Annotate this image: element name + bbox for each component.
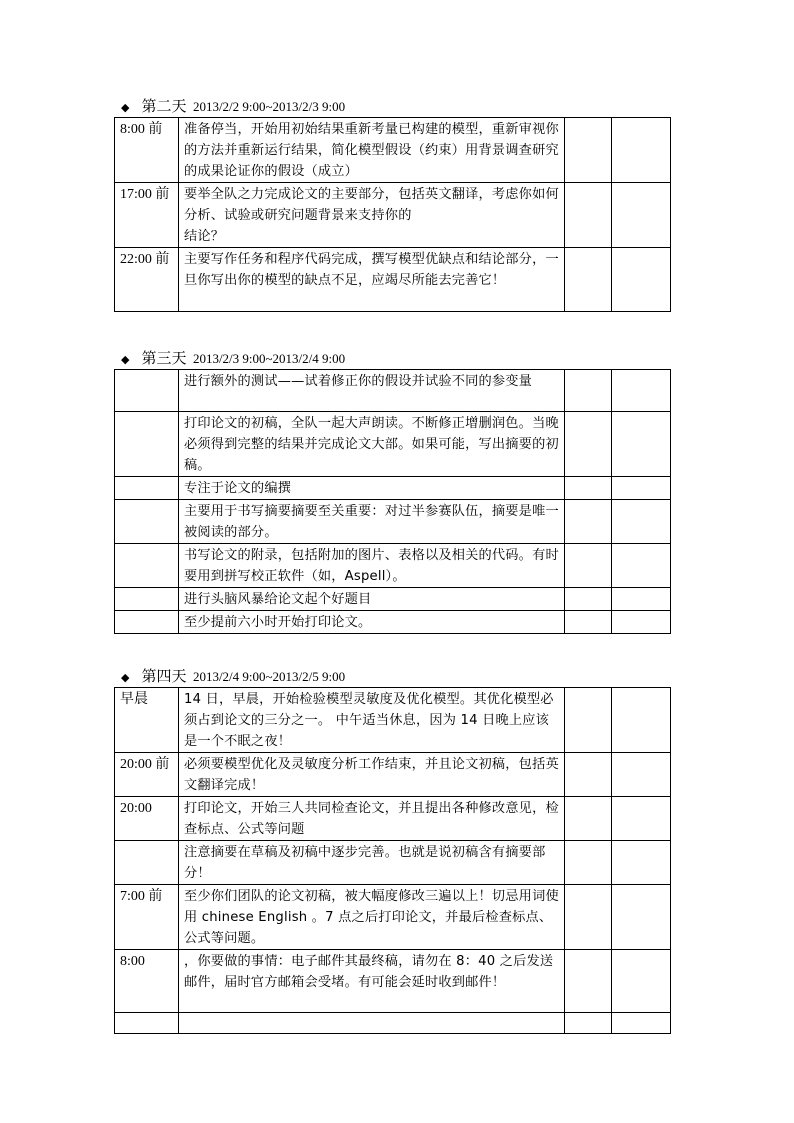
time-cell — [115, 412, 179, 477]
task-cell: 专注于论文的编撰 — [179, 477, 565, 500]
task-cell: 主要用于书写摘要摘要至关重要：对过半参赛队伍，摘要是唯一被阅读的部分。 — [179, 500, 565, 544]
table-row — [115, 183, 671, 248]
date-range: 2013/2/4 9:00~2013/2/5 9:00 — [192, 669, 346, 684]
empty-cell — [612, 1013, 671, 1034]
task-cell: 至少提前六小时开始打印论文。 — [179, 611, 565, 634]
task-cell: 进行额外的测试——试着修正你的假设并试验不同的参变量 — [179, 370, 565, 412]
time-cell: 8:00 — [115, 950, 179, 1013]
task-cell: 打印论文的初稿，全队一起大声朗读。不断修正增删润色。当晚必须得到完整的结果并完成论文大部。如果可能，写出摘要的初稿。 — [179, 412, 565, 477]
table-row — [115, 688, 671, 753]
empty-cell — [565, 183, 612, 248]
task-cell: 14 日，早晨，开始检验模型灵敏度及优化模型。其优化模型必须占到论文的三分之一。 中午适当休息，因为 14 日晚上应该是一个不眠之夜！ — [179, 688, 565, 753]
empty-cell — [565, 412, 612, 477]
date-range: 2013/2/2 9:00~2013/2/3 9:00 — [192, 99, 346, 114]
empty-cell — [565, 500, 612, 544]
time-cell: 早晨 — [115, 688, 179, 753]
table-row — [115, 412, 671, 477]
empty-cell — [565, 248, 612, 312]
time-cell: 20:00 — [115, 797, 179, 841]
table-row — [115, 544, 671, 588]
task-cell: 要举全队之力完成论文的主要部分，包括英文翻译，考虑你如何分析、试验或研究问题背景来支持你的 结论？ — [179, 183, 565, 248]
time-cell — [115, 370, 179, 412]
empty-cell — [612, 611, 671, 634]
section-heading-day2 — [121, 98, 345, 116]
task-cell: ，你要做的事情：电子邮件其最终稿，请勿在 8：40 之后发送邮件，届时官方邮箱会受堵。有可能会延时收到邮件！ — [179, 950, 565, 1013]
task-cell: 打印论文，开始三人共同检查论文，并且提出各种修改意见，检查标点、公式等问题 — [179, 797, 565, 841]
time-cell — [115, 611, 179, 634]
date-range: 2013/2/3 9:00~2013/2/4 9:00 — [192, 351, 346, 366]
time-cell — [115, 588, 179, 611]
day-label: 第二天 — [141, 97, 187, 115]
schedule-table-day3 — [114, 369, 671, 634]
empty-cell — [565, 370, 612, 412]
table-row — [115, 118, 671, 183]
table-row — [115, 841, 671, 885]
task-cell — [179, 1013, 565, 1034]
empty-cell — [565, 841, 612, 885]
schedule-table-day2 — [114, 117, 671, 312]
schedule-table-day4 — [114, 687, 671, 1034]
empty-cell — [565, 588, 612, 611]
table-row — [115, 611, 671, 634]
empty-cell — [612, 500, 671, 544]
time-cell — [115, 544, 179, 588]
empty-cell — [612, 183, 671, 248]
empty-cell — [612, 248, 671, 312]
empty-cell — [565, 688, 612, 753]
diamond-bullet-icon: ◆ — [121, 671, 130, 684]
time-cell — [115, 1013, 179, 1034]
table-row — [115, 500, 671, 544]
time-cell — [115, 477, 179, 500]
time-cell: 7:00 前 — [115, 885, 179, 950]
table-row — [115, 950, 671, 1013]
empty-cell — [565, 544, 612, 588]
empty-cell — [612, 477, 671, 500]
table-row — [115, 885, 671, 950]
empty-cell — [565, 950, 612, 1013]
empty-cell — [565, 885, 612, 950]
table-row — [115, 477, 671, 500]
empty-cell — [612, 753, 671, 797]
empty-cell — [612, 950, 671, 1013]
time-cell — [115, 500, 179, 544]
empty-cell — [612, 412, 671, 477]
time-cell: 17:00 前 — [115, 183, 179, 248]
section-heading-day3 — [121, 350, 345, 368]
time-cell: 22:00 前 — [115, 248, 179, 312]
table-row — [115, 797, 671, 841]
empty-cell — [565, 797, 612, 841]
table-row — [115, 248, 671, 312]
day-label: 第三天 — [141, 349, 187, 367]
task-cell: 至少你们团队的论文初稿，被大幅度修改三遍以上！切忌用词使用 chinese English 。7 点之后打印论文，并最后检查标点、公式等问题。 — [179, 885, 565, 950]
task-cell: 主要写作任务和程序代码完成，撰写模型优缺点和结论部分，一旦你写出你的模型的缺点不足，应竭尽所能去完善它！ — [179, 248, 565, 312]
table-row — [115, 1013, 671, 1034]
day-label: 第四天 — [141, 667, 187, 685]
table-row — [115, 588, 671, 611]
empty-cell — [612, 885, 671, 950]
empty-cell — [565, 118, 612, 183]
diamond-bullet-icon: ◆ — [121, 101, 130, 114]
empty-cell — [612, 797, 671, 841]
diamond-bullet-icon: ◆ — [121, 353, 130, 366]
table-row — [115, 753, 671, 797]
empty-cell — [612, 370, 671, 412]
empty-cell — [565, 477, 612, 500]
task-cell: 注意摘要在草稿及初稿中逐步完善。也就是说初稿含有摘要部分！ — [179, 841, 565, 885]
empty-cell — [612, 588, 671, 611]
empty-cell — [565, 753, 612, 797]
empty-cell — [565, 1013, 612, 1034]
table-row — [115, 370, 671, 412]
task-cell: 进行头脑风暴给论文起个好题目 — [179, 588, 565, 611]
empty-cell — [612, 841, 671, 885]
time-cell: 8:00 前 — [115, 118, 179, 183]
time-cell — [115, 841, 179, 885]
empty-cell — [565, 611, 612, 634]
section-heading-day4 — [121, 668, 345, 686]
empty-cell — [612, 688, 671, 753]
time-cell: 20:00 前 — [115, 753, 179, 797]
task-cell: 准备停当，开始用初始结果重新考量已构建的模型，重新审视你的方法并重新运行结果，简化模型假设（约束）用背景调查研究的成果论证你的假设（成立） — [179, 118, 565, 183]
task-cell: 书写论文的附录，包括附加的图片、表格以及相关的代码。有时要用到拼写校正软件（如，Aspell）。 — [179, 544, 565, 588]
task-cell: 必须要模型优化及灵敏度分析工作结束，并且论文初稿，包括英文翻译完成！ — [179, 753, 565, 797]
empty-cell — [612, 118, 671, 183]
empty-cell — [612, 544, 671, 588]
